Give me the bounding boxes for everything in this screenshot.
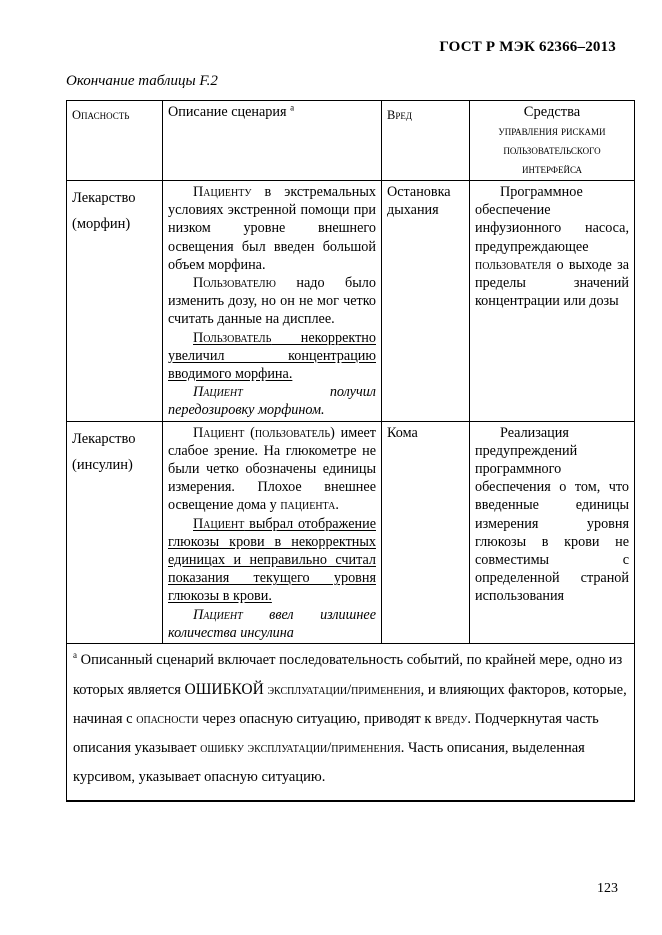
hazard-cell: Лекарство (инсулин) (67, 421, 163, 643)
use-error-paragraph: Пользователь некорректно увеличил концентрацию вводимого морфина. (168, 329, 376, 383)
header-harm: Вред (382, 101, 470, 181)
means-cell: Реализация предупреждений программного обеспечения о том, что введенные единицы измерения уровня глюкозы в крови не совместимы с определенной страной использования (470, 421, 635, 643)
page-number: 123 (597, 881, 618, 896)
harm-cell: Остановка дыхания (382, 181, 470, 422)
table-caption: Окончание таблицы F.2 (66, 73, 218, 89)
table-header-row (67, 101, 635, 181)
scenario-cell (163, 181, 382, 422)
table-row (67, 181, 635, 422)
hazard-table (66, 100, 635, 802)
table-row (67, 421, 635, 643)
scenario-cell (163, 421, 382, 643)
header-hazard: Опасность (67, 101, 163, 181)
hazardous-situation-paragraph: Пациент ввел излишнее количества инсулина (168, 606, 376, 641)
footnote-row (67, 644, 635, 802)
harm-cell: Кома (382, 421, 470, 643)
header-scenario-label: Описание сценария (168, 104, 287, 120)
footnote: $^a$ Описанный сценарий включает последовательность событий, по крайней мере, одно из которых является ОШИБКОЙ эксплуатации/применения, и влияющих факторов, которые, начиная с опасности через опасную ситуацию, приводят к вреду. Подчеркнутая часть описания указывает ошибку эксплуатации/применения. Часть описания, выделенная курсивом, указывает опасную ситуацию. (67, 644, 635, 802)
scenario-paragraph: Пациенту в экстремальных условиях экстренной помощи при низком уровне внешнего освещения был введен большой объем морфина. (168, 184, 376, 273)
standard-header: ГОСТ Р МЭК 62366–2013 (439, 39, 616, 55)
use-error-paragraph: Пациент выбрал отображение глюкозы крови в некорректных единицах и неправильно считал показания текущего уровня глюкозы в крови. (168, 515, 376, 605)
header-means: Средства управления рисками пользовательского интерфейса (470, 101, 635, 181)
hazardous-situation-paragraph: Пациент получил передозировку морфином. (168, 384, 376, 419)
scenario-paragraph: Пациент (пользователь) имеет слабое зрение. На глюкометре не были четко обозначены единицы измерения. Плохое внешнее освещение дома у пациента. (168, 424, 376, 514)
scenario-paragraph: Пользователю надо было изменить дозу, но он не мог четко считать данные на дисплее. (168, 275, 376, 328)
header-scenario-mark: a (290, 102, 295, 113)
hazard-cell: Лекарство (морфин) (67, 181, 163, 422)
header-scenario (163, 101, 382, 181)
means-cell: Программное обеспечение инфузионного насоса, предупреждающее пользователя о выходе за пределы значений концентрации или дозы (470, 181, 635, 422)
